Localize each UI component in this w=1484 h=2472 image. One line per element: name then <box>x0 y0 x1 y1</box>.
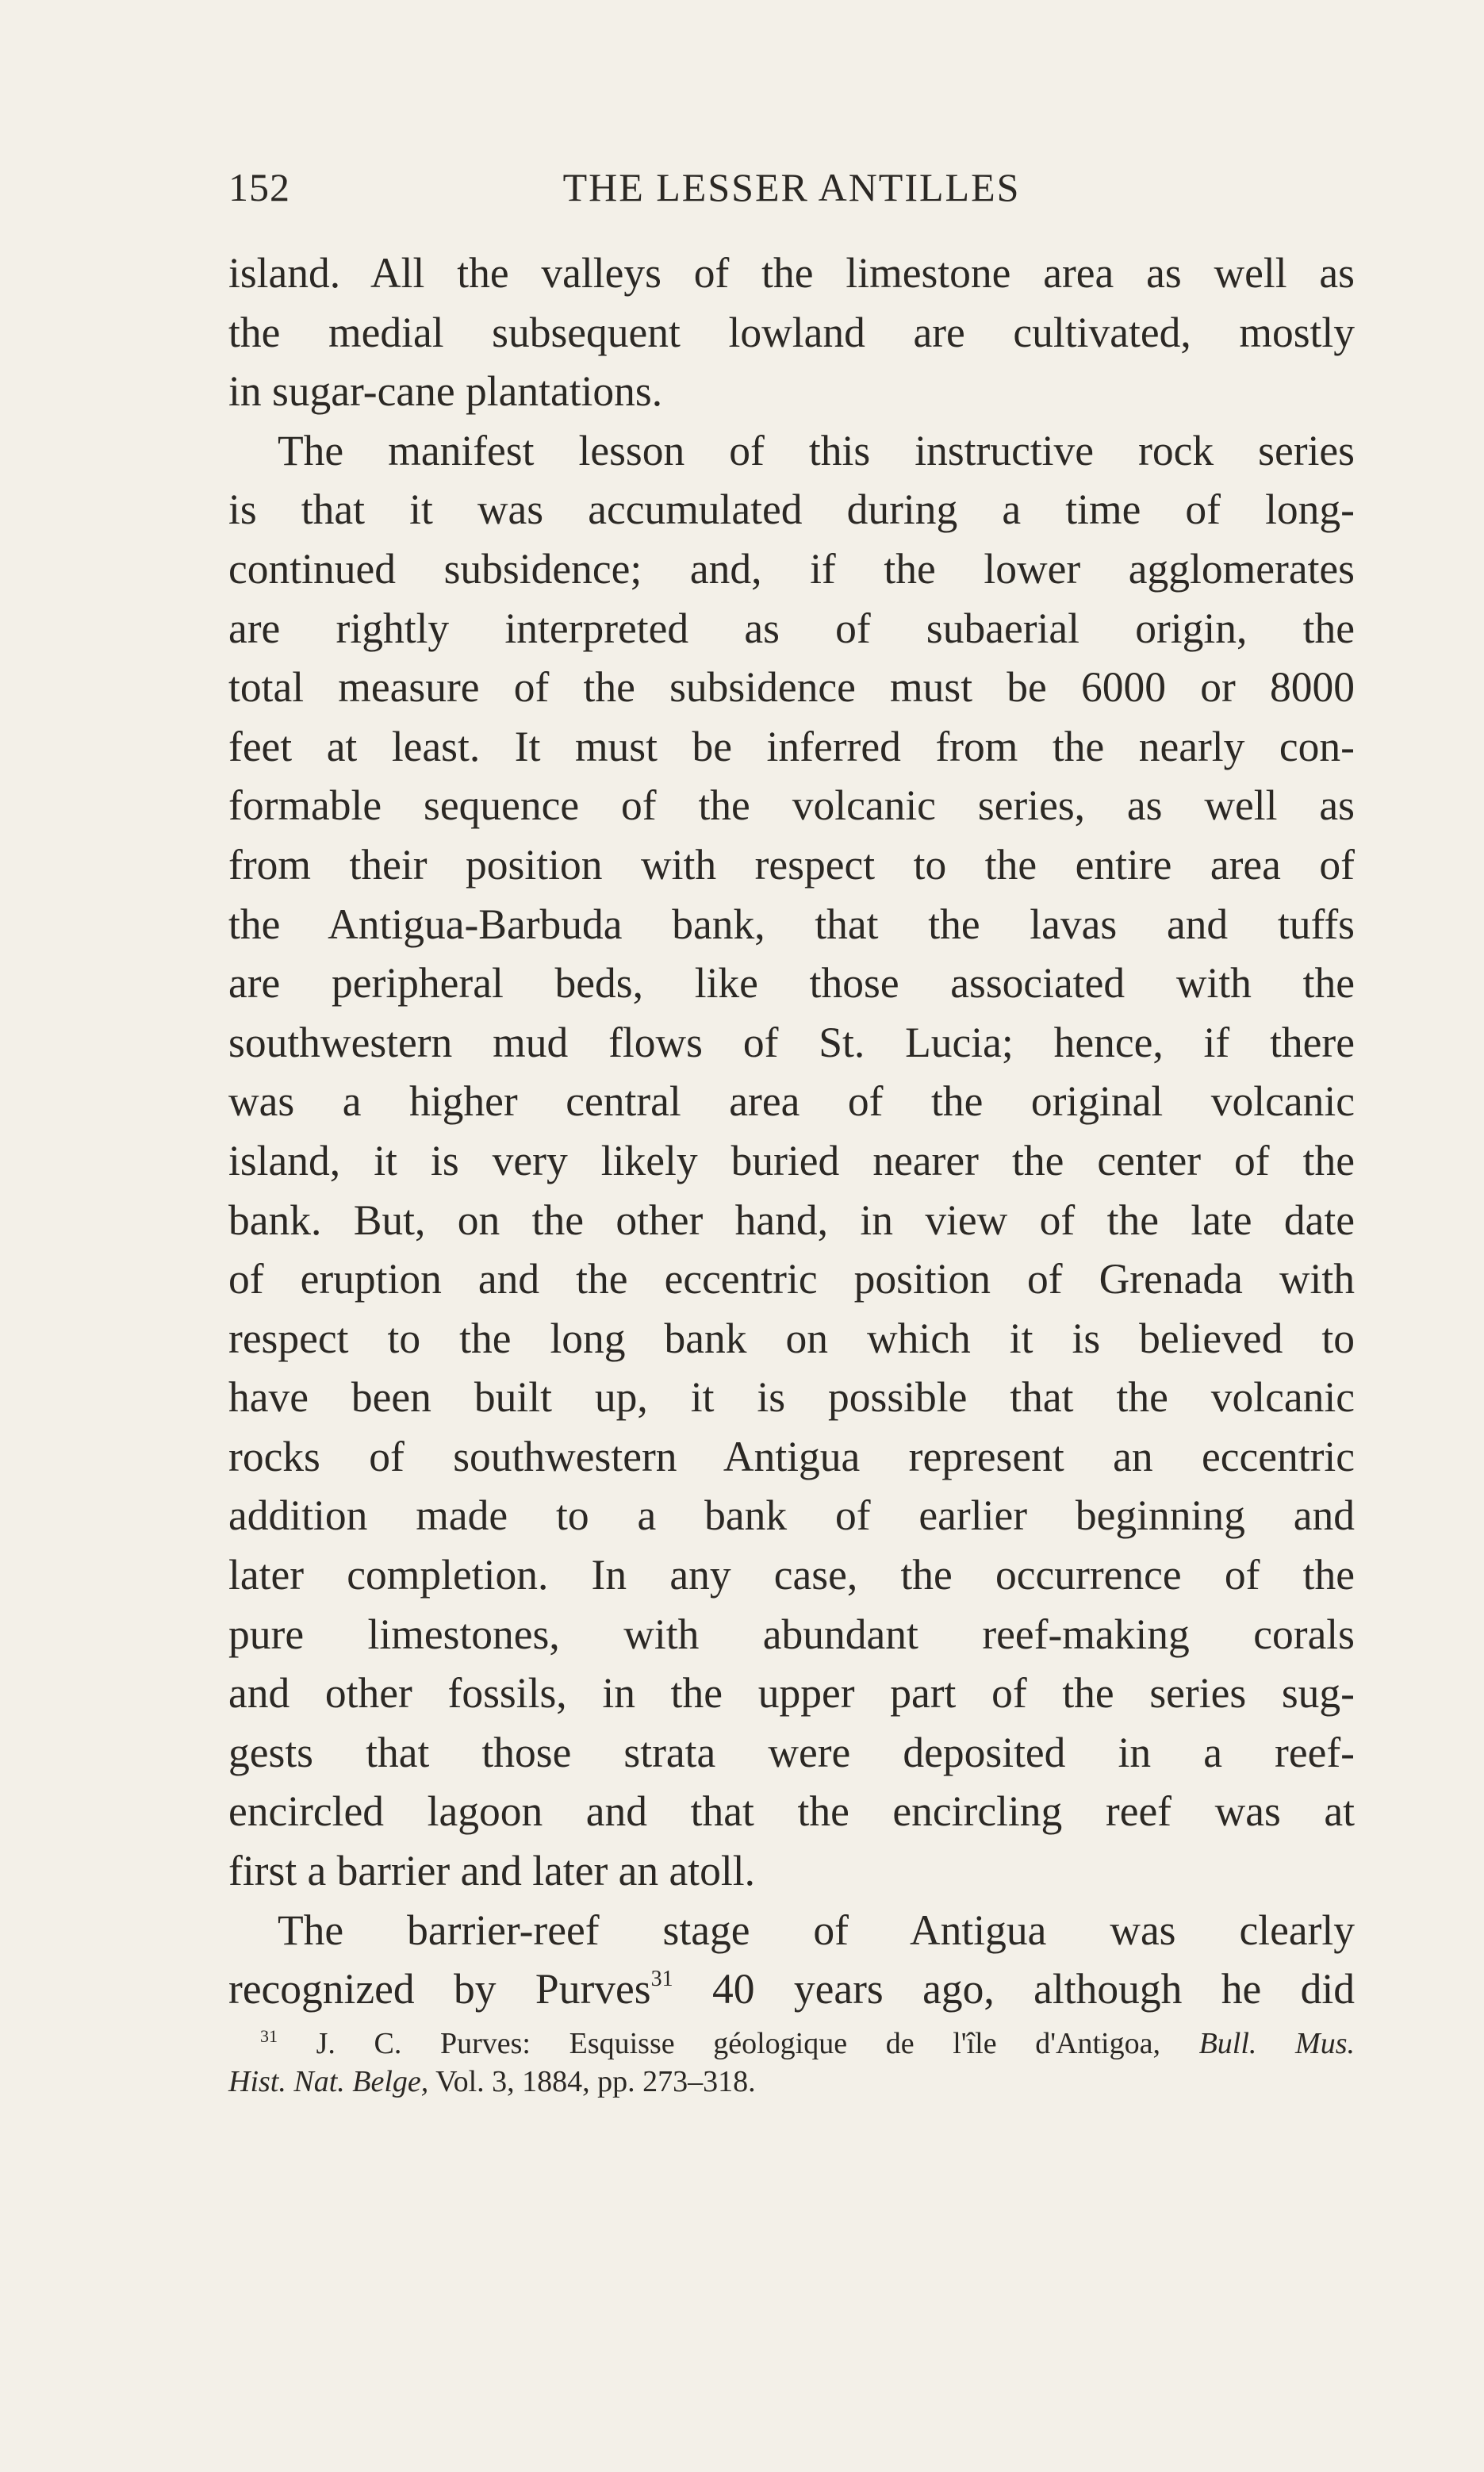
text-line: later completion. In any case, the occurrence of the <box>228 1551 1355 1599</box>
text-line: are rightly interpreted as of subaerial origin, the <box>228 604 1355 652</box>
footnote-journal: Hist. Nat. Belge, <box>228 2065 429 2098</box>
text-line: feet at least. It must be inferred from the nearly con- <box>228 722 1355 770</box>
text-line: have been built up, it is possible that the volcanic <box>228 1373 1355 1422</box>
text-line: bank. But, on the other hand, in view of the late date <box>228 1196 1355 1244</box>
text-line: and other fossils, in the upper part of the series sug- <box>228 1669 1355 1718</box>
text-line: was a higher central area of the original volcanic <box>228 1077 1355 1126</box>
paragraph-first-line: The manifest lesson of this instructive rock series <box>278 426 1355 474</box>
text-line: gests that those strata were deposited in a reef- <box>228 1728 1355 1776</box>
text-line: of eruption and the eccentric position of Grenada with <box>228 1255 1355 1303</box>
footnote <box>228 2025 1355 2101</box>
footnote-text: J. C. Purves: Esquisse géologique de l'île d'Antigoa, <box>278 2027 1199 2060</box>
text-line: island, it is very likely buried nearer the center of the <box>228 1136 1355 1184</box>
text-line: continued subsidence; and, if the lower agglomerates <box>228 544 1355 593</box>
text-line: pure limestones, with abundant reef-making corals <box>228 1610 1355 1658</box>
text-line: addition made to a bank of earlier beginning and <box>228 1491 1355 1540</box>
text-line: first a barrier and later an atoll. <box>228 1847 755 1895</box>
footnote-journal: Bull. Mus. <box>1198 2027 1355 2060</box>
text-line: formable sequence of the volcanic series, as well as <box>228 781 1355 830</box>
text-fragment: recognized by Purves <box>228 1965 651 2013</box>
text-line: from their position with respect to the entire area of <box>228 840 1355 889</box>
footnote-line <box>228 2025 1355 2063</box>
text-fragment: 40 years ago, although he did <box>673 1965 1355 2013</box>
footnote-marker: 31 <box>260 2026 278 2046</box>
page-header <box>228 163 1355 211</box>
text-line: is that it was accumulated during a time of long- <box>228 486 1355 534</box>
text-line: the medial subsequent lowland are cultivated, mostly <box>228 308 1355 356</box>
text-line: total measure of the subsidence must be 6000 or 8000 <box>228 663 1355 712</box>
text-line: the Antigua-Barbuda bank, that the lavas and tuffs <box>228 900 1355 948</box>
page-number: 152 <box>228 165 290 209</box>
text-line: respect to the long bank on which it is believed to <box>228 1314 1355 1362</box>
text-line: southwestern mud flows of St. Lucia; hence, if there <box>228 1018 1355 1066</box>
running-title: THE LESSER ANTILLES <box>562 165 1021 209</box>
footnote-reference[interactable]: 31 <box>650 1967 673 1992</box>
footnote-text: Vol. 3, 1884, pp. 273–318. <box>428 2065 756 2098</box>
body-text <box>228 244 1355 2019</box>
text-line: encircled lagoon and that the encircling reef was at <box>228 1787 1355 1836</box>
footnote-line <box>228 2063 1355 2101</box>
paragraph-first-line: The barrier-reef stage of Antigua was clearly <box>278 1906 1355 1954</box>
text-line: in sugar-cane plantations. <box>228 367 663 416</box>
text-line: rocks of southwestern Antigua represent an eccentric <box>228 1432 1355 1480</box>
text-line: island. All the valleys of the limestone area as well as <box>228 249 1355 297</box>
text-line: are peripheral beds, like those associated with the <box>228 959 1355 1008</box>
text-line-with-reference <box>228 1960 1355 2019</box>
